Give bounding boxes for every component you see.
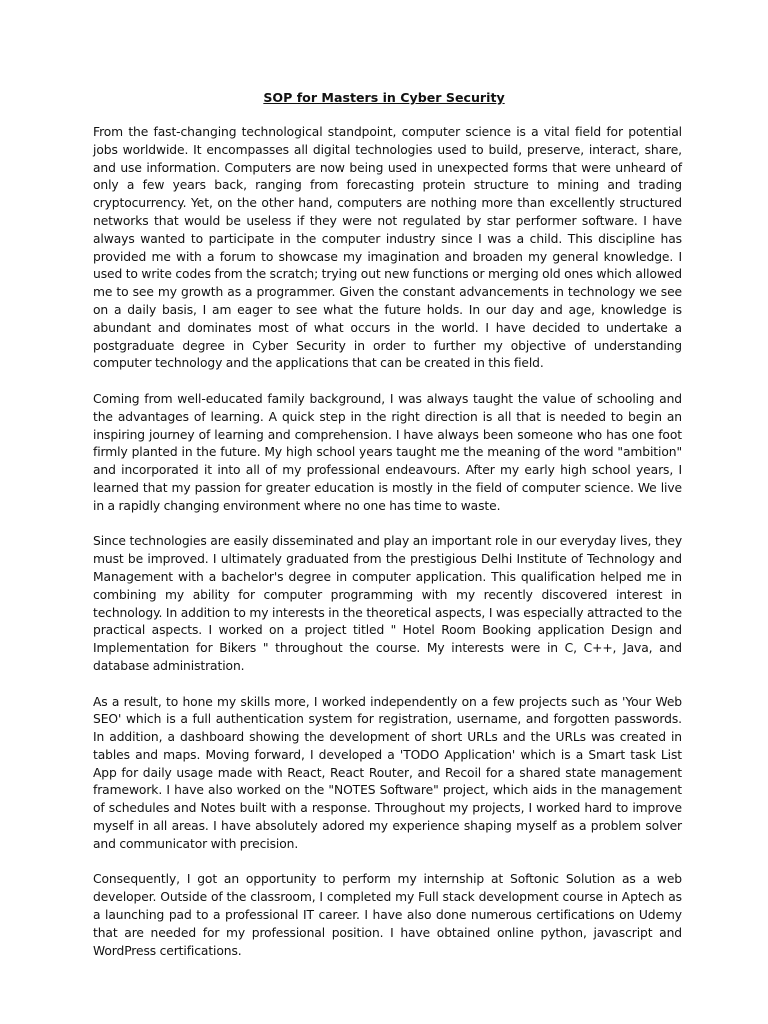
paragraph-education: Since technologies are easily disseminated and play an important role in our everyday lives, they must be improved. I ultimately graduated from the prestigious Delhi Institute of Technology and Management with a bachelor's degree in computer application. This qualification helped me in combining my ability for computer programming with my recently discovered interest in technology. In addition to my interests in the theoretical aspects, I was especially attracted to the practical aspects. I worked on a project titled " Hotel Room Booking application Design and Implementation for Bikers " throughout the course. My interests were in C, C++, Java, and database administration. xyxy=(93,534,682,673)
paragraph-background: Coming from well-educated family background, I was always taught the value of schooling and the advantages of learning. A quick step in the right direction is all that is needed to begin an inspiring journey of learning and comprehension. I have always been someone who has one foot firmly planted in the future. My high school years taught me the meaning of the word "ambition" and incorporated it into all of my professional endeavours. After my early high school years, I learned that my passion for greater education is mostly in the field of computer science. We live in a rapidly changing environment where no one has time to waste. xyxy=(93,391,682,513)
paragraph-internship: Consequently, I got an opportunity to perform my internship at Softonic Solution as a web developer. Outside of the classroom, I completed my Full stack development course in Aptech as a launching pad to a professional IT career. I have also done numerous certifications on Udemy that are needed for my professional position. I have obtained online python, javascript and WordPress certifications. xyxy=(93,872,682,958)
paragraph-intro: From the fast-changing technological standpoint, computer science is a vital field for potential jobs worldwide. It encompasses all digital technologies used to build, preserve, interact, share, and use information. Computers are now being used in unexpected forms that were unheard of only a few years back, ranging from forecasting protein structure to mining and trading cryptocurrency. Yet, on the other hand, computers are nothing more than excellently structured networks that would be useless if they were not regulated by star performer software. I have always wanted to participate in the computer industry since I was a child. This discipline has provided me with a forum to showcase my imagination and broaden my general knowledge. I used to write codes from the scratch; trying out new functions or merging old ones which allowed me to see my growth as a programmer. Given the constant advancements in technology we see on a daily basis, I am eager to see what the future holds. In our day and age, knowledge is abundant and dominates most of what occurs in the world. I have decided to undertake a postgraduate degree in Cyber Security in order to further my objective of understanding computer technology and the applications that can be created in this field. xyxy=(93,125,682,371)
document-title: SOP for Masters in Cyber Security xyxy=(263,90,505,105)
paragraph-projects: As a result, to hone my skills more, I worked independently on a few projects such as 'Your Web SEO' which is a full authentication system for registration, username, and forgotten passwords. In addition, a dashboard showing the development of short URLs and the URLs was created in tables and maps. Moving forward, I developed a 'TODO Application' which is a Smart task List App for daily usage made with React, React Router, and Recoil for a shared state management framework. I have also worked on the "NOTES Software" project, which aids in the management of schedules and Notes built with a response. Throughout my projects, I worked hard to improve myself in all areas. I have absolutely adored my experience shaping myself as a problem solver and communicator with precision. xyxy=(93,694,682,851)
document-body xyxy=(93,124,682,978)
